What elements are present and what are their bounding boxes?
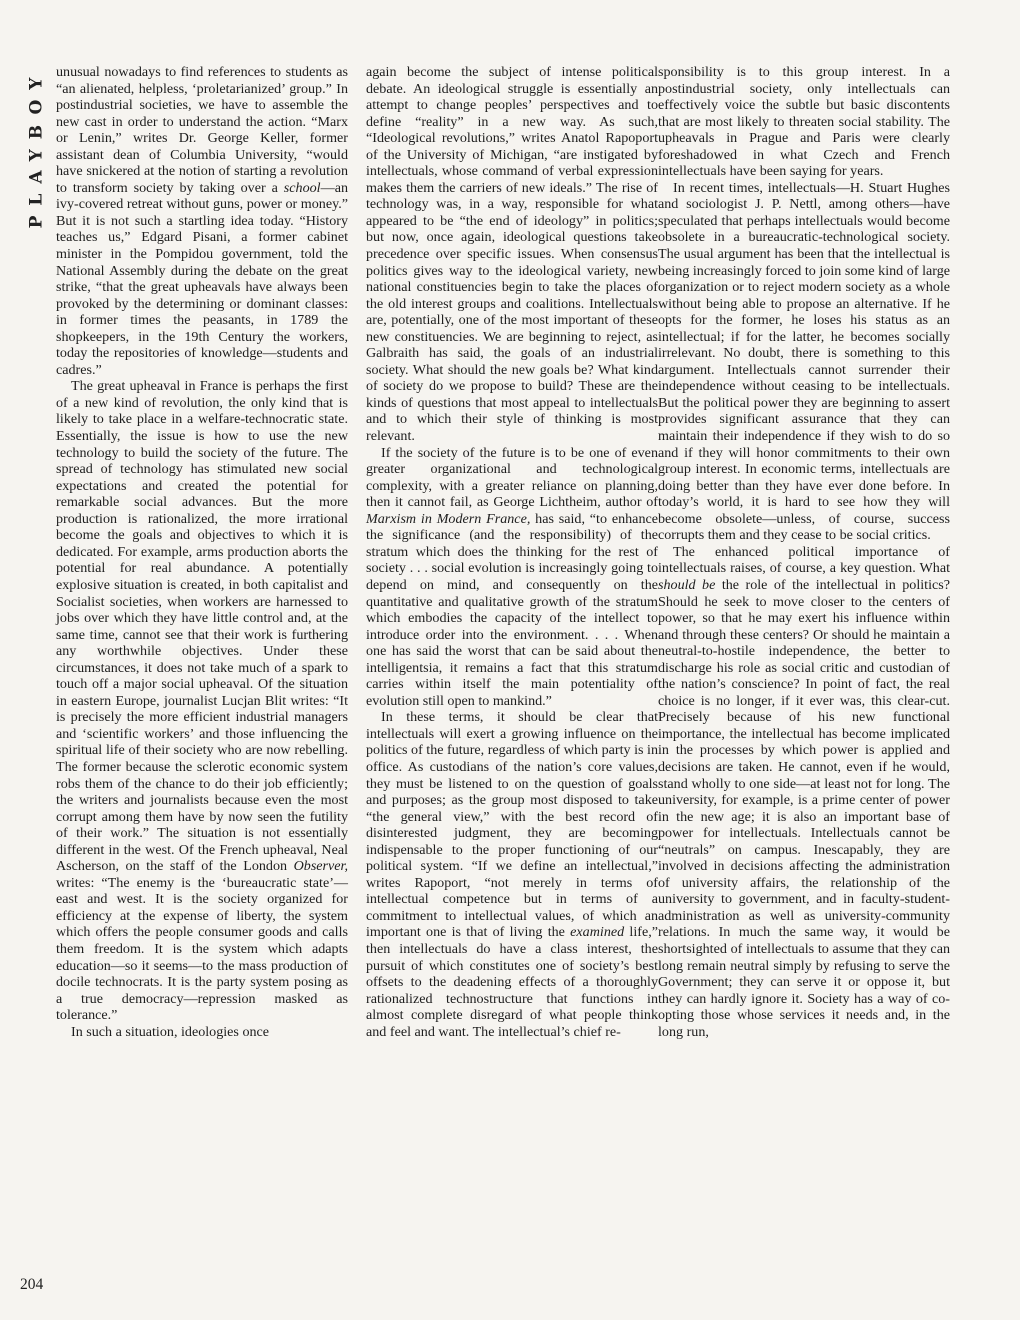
text-column-1 xyxy=(56,64,348,1040)
paragraph: In these terms, it should be clear that intellectuals will exert a growing influence on the politics of the future, regardless of which party is in office. As custodians of the nation’s core values, they must be listened to on the question of goals and purposes; as the group most disposed to take “the general view,” with the best record of disinterested judgment, they are becoming indispensable to the proper functioning of our political system. “If we define an intellectual,” writes Rapoport, “not merely in terms of intellectual competence but in terms of a commitment to intellectual values, of which an important one is that of living the examined life,” then intellectuals do have a class interest, the pursuit of which constitutes one of society’s best offsets to the deadening effects of a thoroughly rationalized technostructure that functions in almost complete disregard of what people think and feel and want. The intellectual’s chief re- xyxy=(366,709,658,1040)
paragraph: The enhanced political importance of intellectuals raises, of course, a key question. What should be the role of the intellectual in politics? Should he seek to move closer to the centers of power, so that he may exert his influence within and through these centers? Or should he maintain a neutral-to-hostile independence, the better to discharge his role as social critic and custodian of the nation’s conscience? In point of fact, the real choice is no longer, if it ever was, this clear-cut. Precisely because of his new functional importance, the intellectual has become implicated in the processes by which power is applied and decisions are taken. He cannot, even if he would, stand wholly to one side—at least not for long. The university, for example, is a prime center of power in the new age; it is also an important base of power for intellectuals. Intellectuals cannot be “neutrals” on campus. Inescapably, they are involved in decisions affecting the administration of university affairs, the relationship of the university to government, and in faculty-student-administration as well as university-community relations. In much the same way, it would be shortsighted of intellectuals to assume that they can long remain neutral simply by refusing to serve the Government; they can serve it or oppose it, but they can hardly ignore it. Society has a way of co-opting those whose services it needs and, in the long run, xyxy=(658,543,950,1040)
paragraph: If the society of the future is to be one of even greater organizational and technological complexity, with a greater reliance on planning, then it cannot fail, as George Lichtheim, author of Marxism in Modern France, has said, “to enhance the significance (and the responsibility) of the stratum which does the thinking for the rest of society . . . social evolution is increasingly going to depend on mind, and consequently on the quantitative and qualitative growth of the stratum which embodies the capacity of the intellect to introduce order into the environment. . . . When one has said the worst that can be said about the intelligentsia, it remains a fact that this stratum carries within itself the main potentiality of evolution still open to mankind.” xyxy=(366,444,658,709)
paragraph: again become the subject of intense political debate. An ideological struggle is essentially an attempt to change peoples’ perspectives and to define “reality” in a new way. As such, “Ideological revolutions,” writes Anatol Rapoport of the University of Michigan, “are instigated by intellectuals, whose command of verbal expression makes them the carriers of new ideals.” The rise of technology was, in a way, responsible for what appeared to be “the end of ideology” in politics; but now, once again, ideological questions take precedence over specific issues. When consensus politics gives way to the ideological variety, new national constituencies begin to take the places of the old interest groups and coalitions. Intellectuals are, potentially, one of the most important of these new constituencies. We are beginning to reject, as Galbraith has said, the goals of an industrial society. What should the new goals be? What kind of society do we propose to build? These are the kinds of questions that most appeal to intellectuals and to which their style of thinking is most relevant. xyxy=(366,64,658,445)
paragraph: In recent times, intellectuals—H. Stuart Hughes and sociologist J. P. Nettl, among others—have speculated that perhaps intellectuals would become obsolete in a bureaucratic-technological society. The usual argument has been that the intellectual is being increasingly forced to join some kind of large organization or to reject modern society as a whole without being able to propose an alternative. If he opts for the former, he loses his status as an intellectual; if for the latter, he becomes socially irrelevant. No doubt, there is something to this argument. Intellectuals cannot surrender their independence without ceasing to be intellectuals. But the political power they are beginning to assert provides significant assurance that they can maintain their independence if they wish to do so and if they will honor commitments to their own group interest. In economic terms, intellectuals are doing better than they have ever done before. In today’s world, it is hard to see how they will become obsolete—unless, of course, success corrupts them and they cease to be social critics. xyxy=(658,179,950,544)
text-column-2 xyxy=(366,64,658,1040)
text-column-3 xyxy=(658,64,950,1040)
paragraph: The great upheaval in France is perhaps the first of a new kind of revolution, the only kind that is likely to take place in a welfare-technocratic state. Essentially, the issue is how to use the new technology to build the society of the future. The spread of technology has stimulated new social expectations and created the potential for remarkable social advances. But the more production is rationalized, the more irrational become the goals and objectives to which it is dedicated. For example, arms production aborts the potential for real abundance. A potentially explosive situation is created, in both capitalist and Socialist societies, when workers are harnessed to jobs over which they have little control and, at the same time, cannot see that their work is furthering any worthwhile objectives. Under these circumstances, it does not take much of a spark to touch off a major social upheaval. Of the situation in eastern Europe, journalist Lucjan Blit writes: “It is precisely the more efficient industrial managers and ‘scientific workers’ and those influencing the spiritual life of their society who are now rebelling. The former because the sclerotic economic system robs them of the chance to do their job efficiently; the writers and journalists because even the most corrupt among them have by now seen the futility of their work.” The situation is not essentially different in the west. Of the French upheaval, Neal Ascherson, on the staff of the London Observer, writes: “The enemy is the ‘bureaucratic state’—east and west. It is the society organized for efficiency at the expense of liberty, the system which offers the people consumer goods and calls them freedom. It is the system which adapts education—so it seems—to the mass production of docile technocrats. It is the party system posing as a true democracy—repression masked as tolerance.” xyxy=(56,378,348,1024)
magazine-name: PLAYBOY xyxy=(26,67,46,229)
paragraph: In such a situation, ideologies once xyxy=(71,1023,270,1040)
paragraph: unusual nowadays to find references to students as “an alienated, helpless, ‘proletarianized’ group.” In postindustrial societies, we have to assemble the new cast in order to understand the action. “Marx or Lenin,” writes Dr. George Keller, former assistant dean of Columbia University, “would have snickered at the notion of starting a revolution to transform society by taking over a school—an ivy-covered retreat without guns, power or money.” But it is not such a startling idea today. “History teaches us,” Edgard Pisani, a former cabinet minister in the Pompidou government, told the National Assembly during the debate on the great strike, “that the great upheavals have always been provoked by the determining or dominant classes: in former times the peasants, in 1789 the shopkeepers, in the 19th Century the workers, today the repositories of knowledge—students and cadres.” xyxy=(56,64,348,378)
paragraph: sponsibility is to this group interest. In a postindustrial society, only intellectuals can effectively voice the subtle but basic discontents that are most likely to threaten social stability. The upheavals in Prague and Paris were clearly foreshadowed in what Czech and French intellectuals have been saying for years. xyxy=(658,64,950,180)
page-number: 204 xyxy=(20,1276,44,1293)
magazine-name-label xyxy=(22,68,50,228)
